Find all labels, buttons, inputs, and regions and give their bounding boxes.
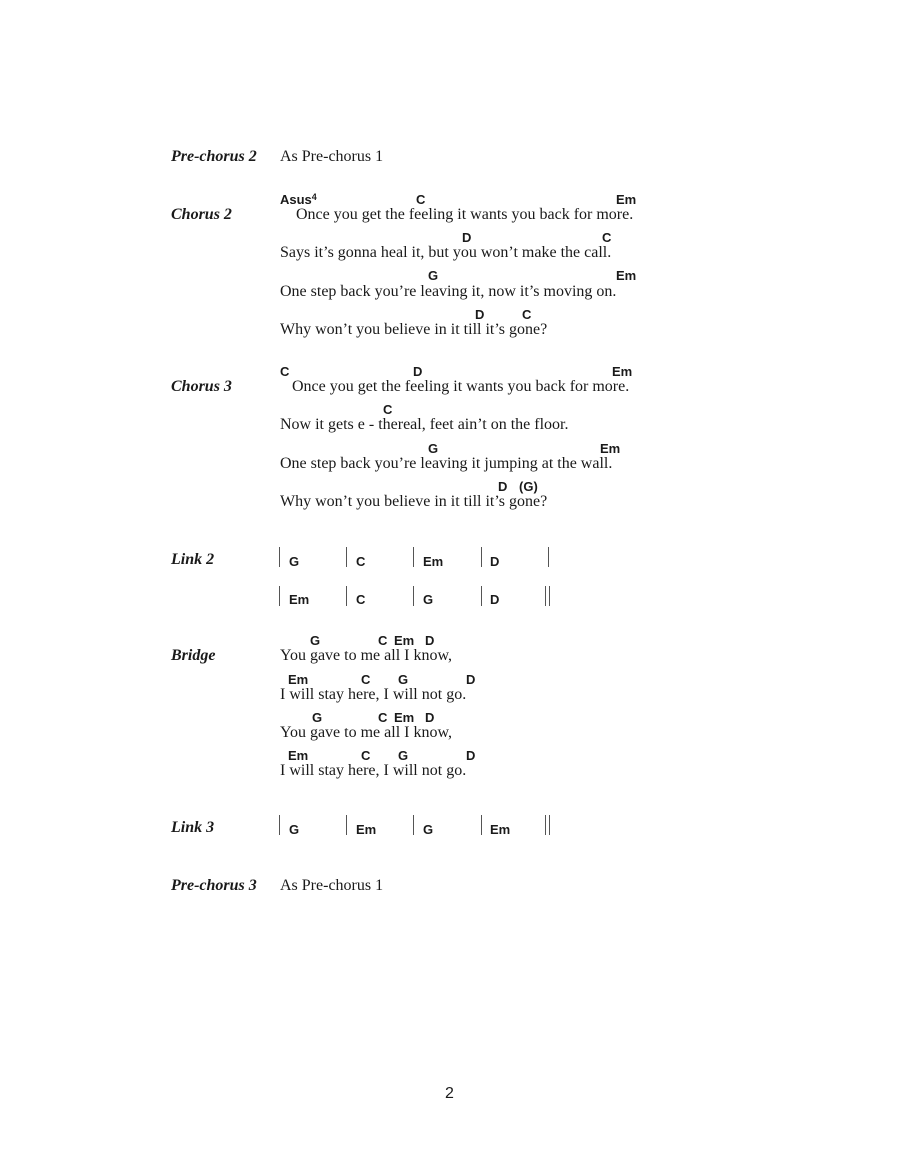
final-barline (549, 815, 550, 835)
chord: D (462, 230, 472, 245)
chord: Em (616, 192, 637, 207)
chord: C (356, 554, 366, 569)
chord: G (428, 268, 439, 283)
chord: Em (600, 441, 621, 456)
prechorus3-label: Pre-chorus 3 (171, 877, 257, 894)
lyric-line: Says it’s gonna heal it, but you won’t make the call. (280, 244, 612, 261)
chord: Em (394, 633, 415, 648)
barline (279, 586, 280, 606)
link2-label: Link 2 (171, 551, 215, 568)
chord: C (416, 192, 426, 207)
lyric-line: Once you get the feeling it wants you back for more. (292, 378, 630, 395)
chord: Em (490, 822, 511, 837)
link3-label: Link 3 (171, 819, 215, 836)
barline (481, 815, 482, 835)
barline (346, 815, 347, 835)
barline (413, 547, 414, 567)
barline (346, 547, 347, 567)
chord: C (522, 307, 532, 322)
chord: G (289, 822, 300, 837)
barline (279, 547, 280, 567)
barline (413, 815, 414, 835)
lyric-line: You gave to me all I know, (280, 724, 452, 741)
chord: C (361, 748, 371, 763)
chorus2-label: Chorus 2 (171, 206, 232, 223)
chord: D (475, 307, 485, 322)
chord: Em (616, 268, 637, 283)
chord: G (312, 710, 323, 725)
lyric-line: I will stay here, I will not go. (280, 686, 467, 703)
chord: Em (356, 822, 377, 837)
barline (481, 586, 482, 606)
chord: D (425, 633, 435, 648)
final-barline (545, 815, 546, 835)
final-barline (545, 586, 546, 606)
lyric-line: One step back you’re leaving it, now it’s moving on. (280, 283, 617, 300)
chord: G (428, 441, 439, 456)
chord: Em (288, 672, 309, 687)
prechorus2-text: As Pre-chorus 1 (280, 148, 384, 165)
chord: Asus$^4$ (280, 192, 317, 207)
lyric-line: One step back you’re leaving it jumping at the wall. (280, 455, 613, 472)
barline (279, 815, 280, 835)
chord: C (383, 402, 393, 417)
chord: C (361, 672, 371, 687)
chord: D (413, 364, 423, 379)
lyric-line: I will stay here, I will not go. (280, 762, 467, 779)
chord: G (289, 554, 300, 569)
chord: G (423, 592, 434, 607)
chord: D (466, 748, 476, 763)
chord: C (378, 633, 388, 648)
lyric-line: You gave to me all I know, (280, 647, 452, 664)
lyric-line: Why won’t you believe in it till it’s gone? (280, 493, 548, 510)
chord: G (398, 672, 409, 687)
bridge-label: Bridge (171, 647, 216, 664)
chord: C (378, 710, 388, 725)
chord: C (356, 592, 366, 607)
chord: D (466, 672, 476, 687)
barline (413, 586, 414, 606)
chord: C (280, 364, 290, 379)
lyric-line: Once you get the feeling it wants you back for more. (296, 206, 634, 223)
chord: C (602, 230, 612, 245)
chord: (G) (519, 479, 538, 494)
barline (481, 547, 482, 567)
chord: D (490, 592, 500, 607)
chorus3-label: Chorus 3 (171, 378, 232, 395)
chord: D (425, 710, 435, 725)
lyric-line: Now it gets e - thereal, feet ain’t on the floor. (280, 416, 569, 433)
chord: G (398, 748, 409, 763)
chord: Em (394, 710, 415, 725)
barline (548, 547, 549, 567)
chord: G (423, 822, 434, 837)
chord: Em (423, 554, 444, 569)
final-barline (549, 586, 550, 606)
chord: D (490, 554, 500, 569)
chord: Em (612, 364, 633, 379)
prechorus3-text: As Pre-chorus 1 (280, 877, 384, 894)
chord: D (498, 479, 508, 494)
prechorus2-label: Pre-chorus 2 (171, 148, 257, 165)
barline (346, 586, 347, 606)
lyric-line: Why won’t you believe in it till it’s gone? (280, 321, 548, 338)
chord: Em (288, 748, 309, 763)
chord: G (310, 633, 321, 648)
chord: Em (289, 592, 310, 607)
page-number: 2 (445, 1085, 454, 1102)
